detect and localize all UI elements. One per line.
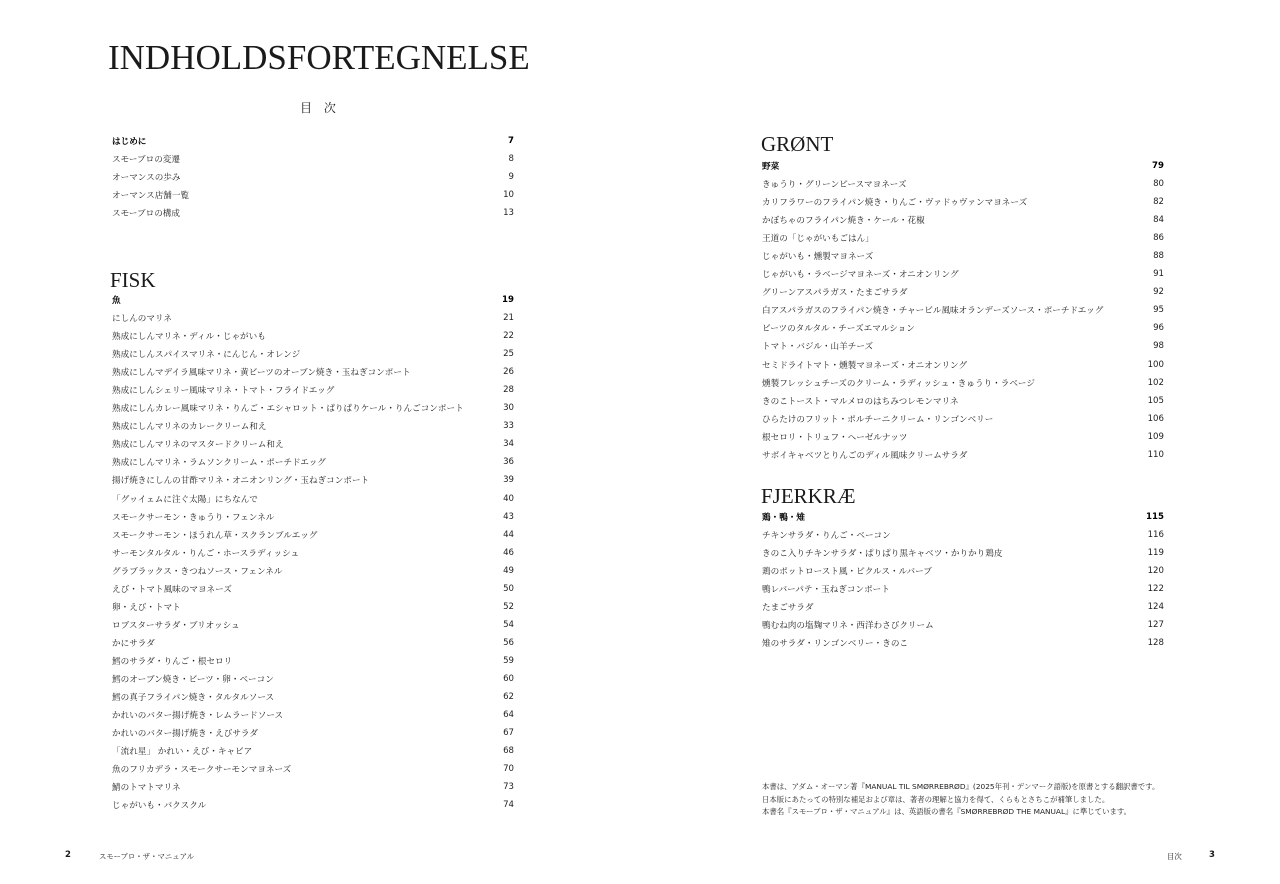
toc-entry-title: 熟成にしんスパイスマリネ・にんじん・オレンジ: [112, 350, 301, 361]
toc-entry: [762, 446, 1164, 464]
toc-entry: [112, 760, 514, 778]
toc-entry: [112, 186, 514, 204]
toc-entry-title: スモークサーモン・きゅうり・フェンネル: [112, 512, 275, 523]
toc-entry: [112, 363, 514, 381]
toc-entry-page: 98: [1153, 341, 1164, 352]
toc-entry-title: じゃがいも・バクスクル: [112, 801, 207, 812]
toc-entry-title: 鴨むね肉の塩麹マリネ・西洋わさびクリーム: [762, 621, 934, 632]
toc-entry-page: 109: [1147, 431, 1164, 442]
toc-entry: [112, 598, 514, 616]
toc-entry-title: 魚: [112, 296, 121, 307]
toc-entry-page: 96: [1153, 323, 1164, 334]
toc-entry-page: 91: [1153, 269, 1164, 280]
toc-entry: [112, 796, 514, 814]
toc-entry-page: 102: [1147, 377, 1164, 388]
toc-entry-title: スモークサーモン・ほうれん草・スクランブルエッグ: [112, 530, 318, 541]
toc-entry-title: 熟成にしんカレー風味マリネ・りんご・エシャロット・ぱりぱりケール・りんごコンポート: [112, 404, 464, 415]
toc-entry-title: サボイキャベツとりんごのディル風味クリームサラダ: [762, 450, 968, 461]
toc-entry: [762, 428, 1164, 446]
toc-entry-page: 13: [503, 208, 514, 219]
toc-entry: [762, 374, 1164, 392]
toc-entry-title: 王道の「じゃがいもごはん」: [762, 234, 874, 245]
toc-entry-page: 19: [502, 295, 514, 306]
toc-entry-page: 26: [503, 367, 514, 378]
page-title: INDHOLDSFORTEGNELSE: [108, 38, 530, 77]
toc-entry: [762, 616, 1164, 634]
toc-entry-page: 100: [1147, 359, 1164, 370]
toc-entry: [762, 562, 1164, 580]
toc-entry: [112, 652, 514, 670]
toc-entry: [112, 453, 514, 471]
toc-entry: [762, 175, 1164, 193]
toc-gront-list: [762, 157, 1164, 464]
toc-entry: [762, 193, 1164, 211]
section-heading-fjerkrae: FJERKRÆ: [761, 484, 856, 508]
toc-entry-page: 44: [503, 529, 514, 540]
toc-entry-page: 25: [503, 349, 514, 360]
toc-entry-title: にしんのマリネ: [112, 314, 172, 325]
toc-entry-page: 80: [1153, 179, 1164, 190]
toc-entry-title: じゃがいも・燻製マヨネーズ: [762, 252, 874, 263]
toc-entry: [112, 399, 514, 417]
toc-entry: [112, 471, 514, 489]
toc-entry: [112, 724, 514, 742]
toc-entry-page: 33: [503, 421, 514, 432]
toc-fisk-list: [112, 291, 514, 814]
toc-entry: [762, 229, 1164, 247]
footer-page-number: 3: [1209, 850, 1215, 860]
toc-entry-page: 10: [503, 190, 514, 201]
toc-entry: [762, 392, 1164, 410]
toc-entry: [112, 309, 514, 327]
section-heading-fisk: FISK: [110, 268, 156, 292]
toc-entry-title: 鯖のトマトマリネ: [112, 783, 181, 794]
toc-entry-page: 39: [503, 475, 514, 486]
toc-entry-title: 燻製フレッシュチーズのクリーム・ラディッシュ・きゅうり・ラベージ: [762, 378, 1035, 389]
toc-entry-title: セミドライトマト・燻製マヨネーズ・オニオンリング: [762, 360, 968, 371]
toc-entry-title: 熟成にしんマデイラ風味マリネ・黄ビーツのオーブン焼き・玉ねぎコンポート: [112, 368, 411, 379]
toc-entry-page: 21: [503, 313, 514, 324]
toc-entry-page: 68: [503, 746, 514, 757]
toc-entry-page: 40: [503, 493, 514, 504]
toc-entry-page: 62: [503, 692, 514, 703]
toc-entry-page: 60: [503, 674, 514, 684]
toc-entry-title: 鱈のサラダ・りんご・根セロリ: [112, 656, 233, 667]
toc-entry: [112, 345, 514, 363]
toc-entry-title: 熟成にしんマリネのマスタードクリーム和え: [112, 440, 284, 451]
toc-entry-title: えび・トマト風味のマヨネーズ: [112, 584, 232, 595]
toc-entry-page: 8: [508, 154, 514, 165]
toc-entry-page: 115: [1146, 512, 1164, 523]
toc-entry-title: 熟成にしんマリネのカレークリーム和え: [112, 422, 267, 433]
toc-entry-title: 鶏・鴨・雉: [762, 513, 805, 524]
toc-entry-page: 56: [503, 637, 514, 648]
toc-section-lead: [112, 291, 514, 309]
toc-entry-page: 43: [503, 511, 514, 522]
toc-entry-title: ひらたけのフリット・ポルチーニクリーム・リンゴンベリー: [762, 414, 994, 425]
toc-entry-page: 92: [1153, 287, 1164, 298]
toc-entry-page: 105: [1147, 395, 1164, 406]
toc-entry-page: 34: [503, 439, 514, 450]
toc-entry-title: かれいのバター揚げ焼き・えびサラダ: [112, 729, 259, 740]
toc-entry: [762, 211, 1164, 229]
toc-entry-page: 54: [503, 619, 514, 630]
toc-entry-title: じゃがいも・ラベージマヨネーズ・オニオンリング: [762, 270, 959, 281]
toc-entry: [112, 778, 514, 796]
toc-entry: [762, 544, 1164, 562]
toc-entry-page: 73: [503, 782, 514, 793]
toc-entry: [762, 526, 1164, 544]
footer-page-number: 2: [65, 850, 71, 860]
toc-entry-page: 122: [1147, 584, 1164, 595]
toc-entry-page: 88: [1153, 251, 1164, 262]
footer-running-title: 目次: [1167, 852, 1182, 861]
toc-section-lead: [762, 508, 1164, 526]
section-heading-gront: GRØNT: [761, 132, 834, 156]
toc-entry-title: 鱈のオーブン焼き・ビーツ・卵・ベーコン: [112, 675, 274, 685]
toc-section-lead: [762, 157, 1164, 175]
toc-entry-title: サーモンタルタル・りんご・ホースラディッシュ: [112, 548, 300, 559]
toc-entry: [762, 634, 1164, 652]
toc-entry-page: 79: [1152, 161, 1164, 172]
toc-entry: [112, 526, 514, 544]
toc-entry-page: 116: [1147, 530, 1164, 541]
toc-entry: [112, 616, 514, 634]
toc-entry: [112, 670, 514, 688]
toc-entry: [762, 319, 1164, 337]
toc-entry: [112, 168, 514, 186]
footer-running-title: スモーブロ・ザ・マニュアル: [99, 852, 195, 861]
toc-entry-title: ビーツのタルタル・チーズエマルション: [762, 324, 915, 335]
toc-entry: [112, 580, 514, 598]
toc-entry: [762, 265, 1164, 283]
toc-entry-page: 36: [503, 457, 514, 468]
toc-entry-title: 卵・えび・トマト: [112, 602, 181, 613]
toc-entry-title: 魚のフリカデラ・スモークサーモンマヨネーズ: [112, 765, 292, 776]
toc-entry-title: 揚げ焼きにしんの甘酢マリネ・オニオンリング・玉ねぎコンポート: [112, 476, 370, 487]
toc-entry-page: 84: [1153, 215, 1164, 226]
toc-entry: [112, 544, 514, 562]
toc-entry-page: 86: [1153, 233, 1164, 244]
toc-entry: [762, 410, 1164, 428]
toc-entry: [112, 417, 514, 435]
toc-entry: [112, 435, 514, 453]
toc-intro-list: [112, 132, 514, 222]
toc-fjerkrae-list: [762, 508, 1164, 652]
toc-entry-title: 雉のサラダ・リンゴンベリー・きのこ: [762, 639, 909, 650]
toc-entry-page: 49: [503, 565, 514, 576]
toc-entry-page: 9: [508, 172, 514, 183]
toc-entry-page: 110: [1147, 449, 1164, 460]
note-line: 日本版にあたっての特別な補足および章は、著者の理解と協力を得て、くらもとさちこが補筆しました。: [762, 794, 1110, 804]
toc-entry-title: 「グヮイェムに注ぐ太陽」にちなんで: [112, 494, 258, 505]
toc-entry-page: 59: [503, 655, 514, 666]
toc-entry-title: かぼちゃのフライパン焼き・ケール・花椒: [762, 216, 925, 227]
toc-entry-page: 82: [1153, 197, 1164, 208]
toc-entry-title: グラブラックス・きつねソース・フェンネル: [112, 566, 283, 577]
toc-entry-page: 95: [1153, 305, 1164, 316]
toc-entry-page: 28: [503, 385, 514, 396]
toc-entry-page: 74: [503, 800, 514, 811]
toc-entry: [112, 204, 514, 222]
toc-entry-title: グリーンアスパラガス・たまごサラダ: [762, 288, 908, 299]
toc-entry-page: 124: [1147, 602, 1164, 613]
toc-entry-title: 鶏のポットロースト風・ピクルス・ルバーブ: [762, 567, 932, 578]
translation-note: [762, 781, 1182, 819]
toc-entry: [112, 634, 514, 652]
toc-entry: [112, 706, 514, 724]
toc-entry-page: 64: [503, 710, 514, 721]
toc-entry-title: きゅうり・グリーンピースマヨネーズ: [762, 180, 907, 191]
right-page: [640, 0, 1280, 884]
toc-entry-page: 50: [503, 583, 514, 594]
toc-entry-title: カリフラワーのフライパン焼き・りんご・ヴァドゥヴァンマヨネーズ: [762, 198, 1028, 209]
toc-entry: [112, 508, 514, 526]
toc-entry: [112, 150, 514, 168]
toc-entry-title: チキンサラダ・りんご・ベーコン: [762, 531, 891, 542]
toc-entry-title: 熟成にしんシェリー風味マリネ・トマト・フライドエッグ: [112, 386, 335, 397]
toc-entry-title: はじめに: [112, 137, 147, 148]
toc-entry-title: オーマンスの歩み: [112, 173, 181, 184]
toc-entry-title: スモーブロの変遷: [112, 155, 180, 166]
toc-entry-page: 127: [1147, 620, 1164, 631]
toc-entry: [762, 247, 1164, 265]
toc-entry: [762, 580, 1164, 598]
toc-entry-title: オーマンス店舗一覧: [112, 191, 190, 202]
page-subtitle: 目 次: [300, 101, 340, 115]
toc-entry: [112, 327, 514, 345]
toc-entry-title: かれいのバター揚げ焼き・レムラードソース: [112, 711, 284, 722]
toc-entry: [762, 337, 1164, 355]
toc-entry: [762, 598, 1164, 616]
toc-entry-title: スモーブロの構成: [112, 209, 180, 220]
toc-entry-title: たまごサラダ: [762, 603, 814, 614]
toc-entry-page: 120: [1147, 566, 1164, 577]
toc-entry-title: きのこ入りチキンサラダ・ぱりぱり黒キャベツ・かりかり鶏皮: [762, 549, 1003, 560]
toc-entry-title: 鴨レバーパテ・玉ねぎコンポート: [762, 585, 890, 596]
note-line: 本書は、アダム・オーマン著『MANUAL TIL SMØRREBRØD』(2025年刊・デンマーク語版)を原書とする翻訳書です。: [762, 782, 1160, 791]
toc-entry: [112, 562, 514, 580]
toc-entry-page: 106: [1147, 413, 1164, 424]
toc-entry-page: 22: [503, 331, 514, 342]
toc-entry-title: 鱈の真子フライパン焼き・タルタルソース: [112, 693, 275, 704]
toc-entry-title: 「流れ星」 かれい・えび・キャビア: [112, 747, 253, 758]
toc-entry-page: 7: [508, 136, 514, 147]
toc-entry-page: 67: [503, 728, 514, 739]
toc-entry-title: きのこトースト・マルメロのはちみつレモンマリネ: [762, 396, 959, 407]
toc-entry-page: 128: [1147, 638, 1164, 649]
toc-entry-title: かにサラダ: [112, 638, 155, 649]
toc-section-lead: [112, 132, 514, 150]
toc-entry-page: 70: [503, 764, 514, 775]
toc-entry-title: 野菜: [762, 162, 780, 173]
toc-entry-title: 熟成にしんマリネ・ディル・じゃがいも: [112, 332, 266, 343]
toc-entry-title: トマト・バジル・山羊チーズ: [762, 342, 874, 353]
toc-entry: [762, 283, 1164, 301]
toc-entry-page: 46: [503, 547, 514, 558]
toc-entry: [762, 356, 1164, 374]
toc-entry-page: 52: [503, 601, 514, 612]
toc-entry-page: 119: [1147, 548, 1164, 559]
toc-entry-title: 白アスパラガスのフライパン焼き・チャービル風味オランデーズソース・ポーチドエッグ: [762, 306, 1104, 317]
toc-entry: [762, 301, 1164, 319]
toc-entry-title: 根セロリ・トリュフ・ヘーゼルナッツ: [762, 432, 908, 443]
toc-entry: [112, 381, 514, 399]
toc-entry-page: 30: [503, 403, 514, 414]
toc-entry: [112, 688, 514, 706]
toc-entry-title: ロブスターサラダ・ブリオッシュ: [112, 620, 240, 631]
toc-entry: [112, 490, 514, 508]
note-line: 本書名『スモーブロ・ザ・マニュアル』は、英語版の書名『SMØRREBRØD THE MANUAL』に準じています。: [762, 807, 1132, 817]
toc-entry-title: 熟成にしんマリネ・ラムソンクリーム・ポーチドエッグ: [112, 458, 326, 469]
toc-entry: [112, 742, 514, 760]
